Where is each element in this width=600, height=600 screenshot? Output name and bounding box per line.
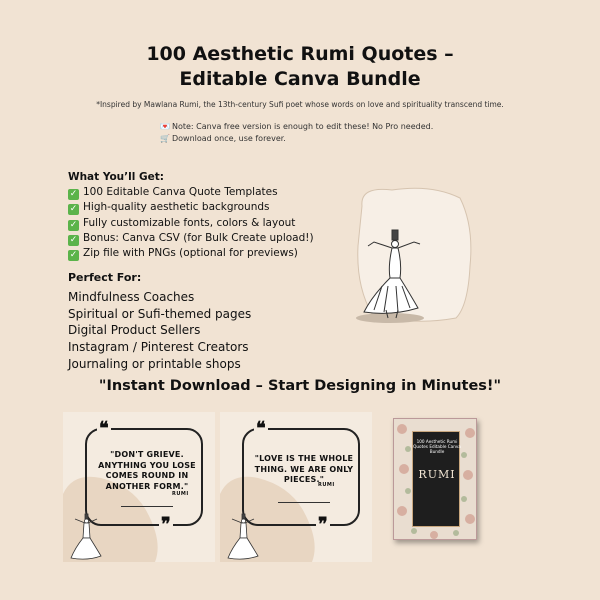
book-brand: RUMI bbox=[418, 468, 456, 481]
open-quote-icon: ❝ bbox=[99, 418, 109, 439]
list-item-label: 100 Editable Canva Quote Templates bbox=[83, 186, 278, 199]
list-item-label: Bonus: Canva CSV (for Bulk Create upload!) bbox=[83, 231, 314, 244]
list-item bbox=[68, 200, 314, 215]
list-item-label: High-quality aesthetic backgrounds bbox=[83, 201, 270, 214]
list-item-label: Zip file with PNGs (optional for previews) bbox=[83, 247, 298, 260]
check-icon: ✓ bbox=[69, 250, 78, 261]
check-icon: ✓ bbox=[69, 189, 78, 200]
preview-card-2 bbox=[220, 412, 372, 562]
list-item bbox=[68, 185, 314, 200]
close-quote-icon: ❞ bbox=[318, 514, 328, 535]
page-title bbox=[0, 42, 600, 92]
book-panel bbox=[412, 431, 460, 527]
what-you-get-heading: What You’ll Get: bbox=[68, 171, 164, 183]
close-quote-icon: ❞ bbox=[161, 514, 171, 535]
perfect-for-heading: Perfect For: bbox=[68, 271, 142, 284]
check-icon: ✓ bbox=[69, 234, 78, 245]
title-line-2: Editable Canva Bundle bbox=[179, 68, 421, 90]
dervish-illustration bbox=[226, 508, 262, 562]
quote-author: RUMI bbox=[172, 491, 189, 497]
heart-letter-icon: 💌 bbox=[160, 122, 170, 131]
list-item: Spiritual or Sufi-themed pages bbox=[68, 306, 252, 321]
quote-author: RUMI bbox=[318, 482, 335, 488]
note-line-1: Note: Canva free version is enough to edit these! No Pro needed. bbox=[171, 122, 434, 131]
list-item-label: Fully customizable fonts, colors & layout bbox=[83, 216, 296, 229]
list-item: Digital Product Sellers bbox=[68, 323, 201, 338]
list-item bbox=[68, 231, 314, 246]
preview-card-1 bbox=[63, 412, 215, 562]
title-line-1: 100 Aesthetic Rumi Quotes – bbox=[146, 43, 454, 65]
quote-text: "DON'T GRIEVE. ANYTHING YOU LOSE COMES ROUND IN ANOTHER FORM." bbox=[98, 450, 196, 491]
list-item: Journaling or printable shops bbox=[68, 356, 241, 371]
divider bbox=[278, 502, 330, 503]
cta-banner: "Instant Download – Start Designing in Minutes!" bbox=[98, 378, 502, 394]
check-icon: ✓ bbox=[69, 204, 78, 215]
book-cover-mockup bbox=[393, 418, 477, 540]
list-item bbox=[68, 246, 314, 261]
subtitle: *Inspired by Mawlana Rumi, the 13th-century Sufi poet whose words on love and spirituality transcend time. bbox=[96, 100, 504, 109]
dervish-illustration bbox=[69, 508, 105, 562]
note-line-2: Download once, use forever. bbox=[171, 134, 286, 143]
dervish-illustration bbox=[352, 186, 472, 326]
list-item bbox=[68, 216, 314, 231]
what-you-get-section bbox=[68, 170, 314, 261]
open-quote-icon: ❝ bbox=[256, 418, 266, 439]
check-icon: ✓ bbox=[69, 219, 78, 230]
cart-icon: 🛒 bbox=[160, 134, 170, 143]
quote-text: "LOVE IS THE WHOLE THING. WE ARE ONLY PIECES." bbox=[254, 454, 354, 484]
list-item: Mindfulness Coaches bbox=[68, 289, 195, 304]
note-block bbox=[160, 121, 433, 145]
list-item: Instagram / Pinterest Creators bbox=[68, 340, 249, 355]
perfect-for-section bbox=[68, 270, 251, 373]
book-title: 100 Aesthetic Rumi Quotes Editable Canva Bundle bbox=[413, 439, 461, 454]
divider bbox=[121, 506, 173, 507]
